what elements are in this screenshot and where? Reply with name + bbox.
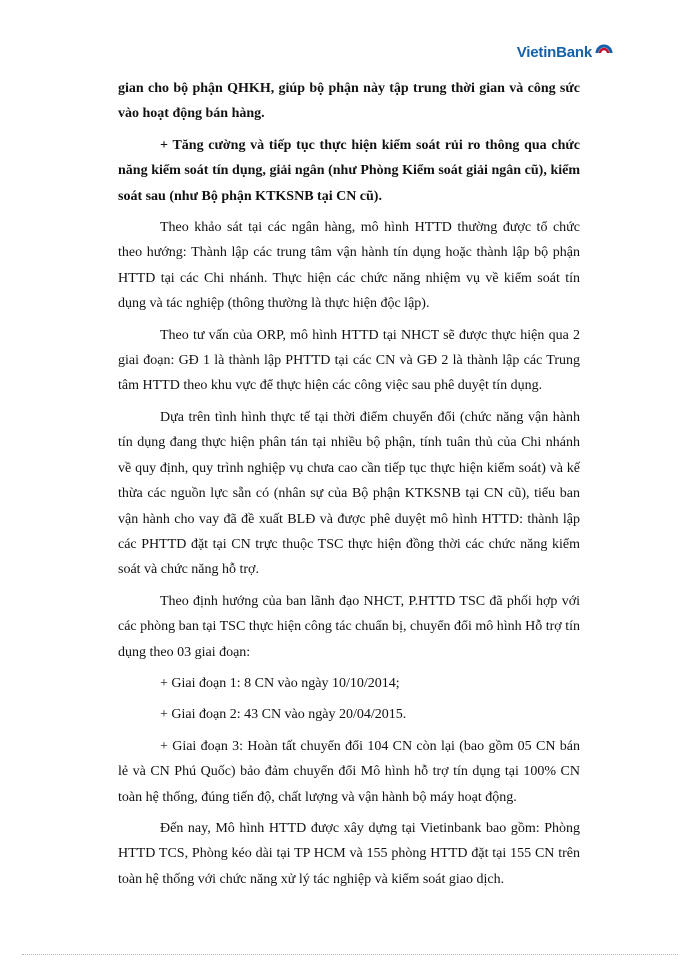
vietinbank-logo-icon bbox=[594, 39, 614, 59]
paragraph-actual-situation: Dựa trên tình hình thực tế tại thời điểm chuyển đổi (chức năng vận hành tín dụng đang thực hiện phân tán tại nhiều bộ phận, tính tuân thủ của Chi nhánh về quy định, quy trình nghiệp vụ chưa cao cần tiếp tục thực hiện kiểm soát) và kế thừa các nguồn lực sẵn có (nhân sự của Bộ phận KTKSNB tại CN cũ), tiểu ban vận hành cho vay đã đề xuất BLĐ và được phê duyệt mô hình HTTD: thành lập các PHTTD đặt tại CN trực thuộc TSC thực hiện đồng thời các chức năng kiểm soát và chức năng hỗ trợ. bbox=[118, 409, 580, 578]
paragraph-current-model: Đến nay, Mô hình HTTD được xây dựng tại Vietinbank bao gồm: Phòng HTTD TCS, Phòng kéo dài tại TP HCM và 155 phòng HTTD đặt tại 155 CN trên toàn hệ thống với chức năng xử lý tác nghiệp và kiểm soát giao dịch. bbox=[118, 820, 580, 887]
page-bottom-divider bbox=[22, 954, 678, 955]
paragraph-continuation: gian cho bộ phận QHKH, giúp bộ phận này tập trung thời gian và công sức vào hoạt động bán hàng. bbox=[118, 81, 580, 122]
paragraph-orp-advice: Theo tư vấn của ORP, mô hình HTTD tại NHCT sẽ được thực hiện qua 2 giai đoạn: GĐ 1 là thành lập PHTTD tại các CN và GĐ 2 là thành lập các Trung tâm HTTD theo khu vực để thực hiện các công việc sau phê duyệt tín dụng. bbox=[118, 327, 580, 394]
paragraph-risk-control: + Tăng cường và tiếp tục thực hiện kiểm soát rủi ro thông qua chức năng kiểm soát tín dụng, giải ngân (như Phòng Kiểm soát giải ngân cũ), kiểm soát sau (như Bộ phận KTKSNB tại CN cũ). bbox=[118, 137, 580, 204]
paragraph-orientation: Theo định hướng của ban lãnh đạo NHCT, P.HTTD TSC đã phối hợp với các phòng ban tại TSC thực hiện công tác chuẩn bị, chuyển đổi mô hình Hỗ trợ tín dụng theo 03 giai đoạn: bbox=[118, 593, 580, 660]
vietinbank-logo bbox=[517, 44, 614, 61]
paragraph-phase-3: + Giai đoạn 3: Hoàn tất chuyển đổi 104 CN còn lại (bao gồm 05 CN bán lẻ và CN Phú Quốc) bảo đảm chuyển đổi Mô hình hỗ trợ tín dụng tại 100% CN toàn hệ thống, đúng tiến độ, chất lượng và vận hành bộ máy hoạt động. bbox=[118, 738, 580, 805]
paragraph-phase-1: + Giai đoạn 1: 8 CN vào ngày 10/10/2014; bbox=[160, 675, 400, 691]
document-body bbox=[118, 76, 580, 898]
logo-text: VietinBank bbox=[516, 44, 592, 61]
paragraph-survey: Theo khảo sát tại các ngân hàng, mô hình HTTD thường được tổ chức theo hướng: Thành lập các trung tâm vận hành tín dụng hoặc thành lập bộ phận HTTD tại các Chi nhánh. Thực hiện các chức năng nhiệm vụ về kiểm soát tín dụng và tác nghiệp (thông thường là thực hiện độc lập). bbox=[118, 220, 580, 312]
paragraph-phase-2: + Giai đoạn 2: 43 CN vào ngày 20/04/2015. bbox=[160, 707, 407, 723]
